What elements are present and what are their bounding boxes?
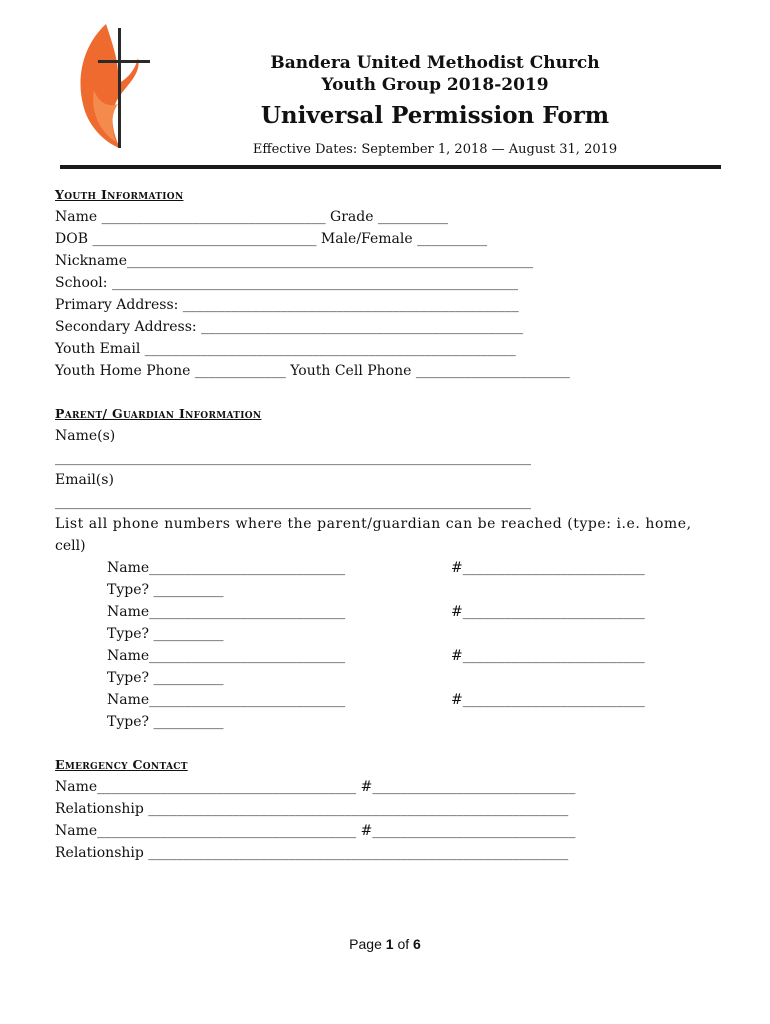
phone-contact-number-field[interactable]: #__________________________	[451, 604, 645, 620]
emergency-relationship-field[interactable]: Relationship ____________________________________________________________	[55, 845, 569, 861]
youth-name-grade-field[interactable]: Name ________________________________ Grade __________	[55, 209, 448, 225]
phone-contact-number-field[interactable]: #__________________________	[451, 648, 645, 664]
parent-section-heading: Parent/ Guardian Information	[55, 406, 262, 421]
phone-contact-type-field[interactable]: Type? __________	[107, 582, 224, 598]
phone-contact-number-field[interactable]: #__________________________	[451, 692, 645, 708]
phone-contact-name-field[interactable]: Name____________________________	[107, 692, 346, 708]
phone-contact-type-field[interactable]: Type? __________	[107, 670, 224, 686]
phone-contact-name-field[interactable]: Name____________________________	[107, 648, 346, 664]
phones-instructions: List all phone numbers where the parent/guardian can be reached (type: i.e. home,	[55, 516, 692, 532]
header-divider	[60, 165, 721, 169]
phone-contact-name-field[interactable]: Name____________________________	[107, 604, 346, 620]
effective-dates: Effective Dates: September 1, 2018 — August 31, 2019	[252, 142, 618, 157]
youth-dob-gender-field[interactable]: DOB ________________________________ Male/Female __________	[55, 231, 488, 247]
page-total: 6	[413, 936, 421, 952]
phone-contact-name-field[interactable]: Name____________________________	[107, 560, 346, 576]
page-number: 1	[385, 936, 394, 952]
emergency-name-number-field[interactable]: Name_____________________________________ #_____________________________	[55, 823, 576, 839]
emergency-section-heading: Emergency Contact	[55, 757, 188, 772]
phone-contact-type-field[interactable]: Type? __________	[107, 714, 224, 730]
youth-school-field[interactable]: School: __________________________________________________________	[55, 275, 518, 291]
church-name: Bandera United Methodist Church	[270, 53, 600, 73]
youth-group-years: Youth Group 2018-2019	[321, 75, 549, 95]
parent-names-field[interactable]: ____________________________________________________________________	[55, 450, 531, 466]
parent-names-label: Name(s)	[55, 428, 116, 444]
youth-primary-address-field[interactable]: Primary Address: ________________________________________________	[55, 297, 519, 313]
cross-horizontal	[98, 60, 150, 63]
parent-emails-label: Email(s)	[55, 472, 114, 488]
parent-emails-field[interactable]: ____________________________________________________________________	[55, 494, 531, 510]
youth-nickname-field[interactable]: Nickname__________________________________________________________	[55, 253, 533, 269]
phone-contact-number-field[interactable]: #__________________________	[451, 560, 645, 576]
church-name-block	[250, 52, 620, 96]
youth-phones-field[interactable]: Youth Home Phone _____________ Youth Cell Phone ______________________	[55, 363, 570, 379]
youth-section-heading: Youth Information	[55, 187, 184, 202]
youth-secondary-address-field[interactable]: Secondary Address: ______________________________________________	[55, 319, 524, 335]
cross-vertical	[118, 28, 121, 148]
page-word: Page	[349, 936, 382, 952]
phones-instructions-cont: cell)	[55, 538, 86, 554]
emergency-name-number-field[interactable]: Name_____________________________________ #_____________________________	[55, 779, 576, 795]
cross-and-flame-icon	[72, 20, 156, 152]
of-word: of	[397, 936, 410, 952]
page-indicator	[0, 936, 770, 952]
form-title: Universal Permission Form	[260, 102, 610, 129]
youth-email-field[interactable]: Youth Email _____________________________________________________	[55, 341, 516, 357]
emergency-relationship-field[interactable]: Relationship ____________________________________________________________	[55, 801, 569, 817]
phone-contact-type-field[interactable]: Type? __________	[107, 626, 224, 642]
